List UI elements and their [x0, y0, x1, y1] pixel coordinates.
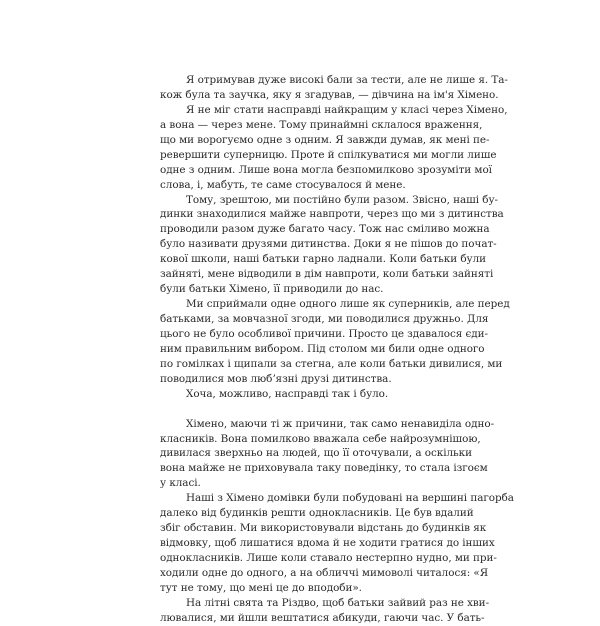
text-line: Я не міг стати насправді найкращим у класі через Хімено, — [186, 103, 508, 116]
text-line: Ми сприймали одне одного лише як суперників, але перед — [186, 298, 510, 311]
text-line: слова, і, мабуть, те саме стосувалося й мене. — [160, 178, 406, 191]
text-line: зайняті, мене відводили в дім навпроти, коли батьки зайняті — [160, 268, 494, 281]
text-line: проводили разом дуже багато часу. Тож нас сміливо можна — [160, 223, 490, 236]
text-line: кож була та заучка, яку я згадував, — дівчина на ім'я Хімено. — [160, 88, 499, 101]
text-line: динки знаходилися майже навпроти, через що ми з дитинства — [160, 208, 504, 221]
text-line: збіг обставин. Ми використовували відстань до будинків як — [160, 522, 487, 535]
text-line: Наші з Хімено домівки були побудовані на вершині пагорба — [186, 492, 514, 505]
text-line: класників. Вона помилково вважала себе найрозумнішою, — [160, 432, 481, 445]
text-line: кової школи, наші батьки гарно ладнали. Коли батьки були — [160, 253, 487, 266]
text-line: було називати друзями дитинства. Доки я не пішов до почат- — [160, 238, 497, 251]
text-line: по гомілках і щипали за стегна, але коли батьки дивилися, ми — [160, 357, 503, 370]
text-line: були батьки Хімено, її приводили до нас. — [160, 283, 384, 296]
text-line: що ми ворогуємо одне з одним. Я завжди думав, як мені пе- — [160, 133, 490, 146]
text-line: На літні свята та Різдво, щоб батьки зайвий раз не хви- — [186, 596, 490, 609]
paragraph — [160, 596, 490, 626]
text-line: у класі. — [160, 477, 201, 490]
paragraph — [160, 297, 510, 387]
text-line: дивилася зверхньо на людей, що її оточували, а оскільки — [160, 447, 472, 460]
text-line: ревершити суперницю. Проте й спілкуватися ми могли лише — [160, 148, 497, 161]
body-text — [160, 73, 514, 626]
paragraph — [160, 193, 504, 298]
text-line: Я отримував дуже високі бали за тести, але не лише я. Та- — [186, 74, 508, 86]
text-line: далеко від будинків решти однокласників. Це був вдалий — [160, 507, 474, 520]
text-line: вона майже не приховувала таку поведінку, то стала ізгоєм — [160, 462, 488, 475]
text-line: лювалися, ми йшли вештатися абикуди, гаючи час. У бать- — [160, 611, 485, 624]
text-line: цього не було особливої причини. Просто це здавалося єди- — [160, 327, 488, 340]
text-line: батьками, за мовчазної згоди, ми поводилися дружньо. Для — [160, 313, 489, 325]
paragraph — [160, 491, 514, 596]
paragraph — [160, 103, 508, 193]
text-line: ним правильним вибором. Під столом ми били одне одного — [160, 342, 485, 355]
text-line: Хімено, маючи ті ж причини, так само ненавиділа одно- — [186, 417, 495, 430]
text-line: однокласників. Лише коли ставало нестерпно нудно, ми при- — [160, 552, 497, 564]
text-line: одне з одним. Лише вона могла безпомилково зрозуміти мої — [160, 163, 492, 176]
text-line: відмовку, щоб лишатися вдома й не ходити гратися до інших — [160, 537, 495, 550]
text-line: тут не тому, що мені це до вподоби». — [160, 581, 362, 594]
text-line: ходили одне до одного, а на обличчі мимоволі читалося: «Я — [160, 566, 489, 579]
paragraph — [160, 73, 508, 103]
text-line: поводилися мов любʼязні друзі дитинства. — [160, 372, 392, 385]
text-line: а вона — через мене. Тому принаймні склалося враження, — [160, 118, 483, 131]
paragraph — [160, 417, 495, 492]
text-section — [160, 73, 510, 402]
text-section — [160, 417, 514, 626]
paragraph — [160, 387, 440, 402]
text-line: Тому, зрештою, ми постійно були разом. Звісно, наші бу- — [186, 193, 499, 206]
text-line: Хоча, можливо, насправді так і було. — [186, 387, 389, 400]
